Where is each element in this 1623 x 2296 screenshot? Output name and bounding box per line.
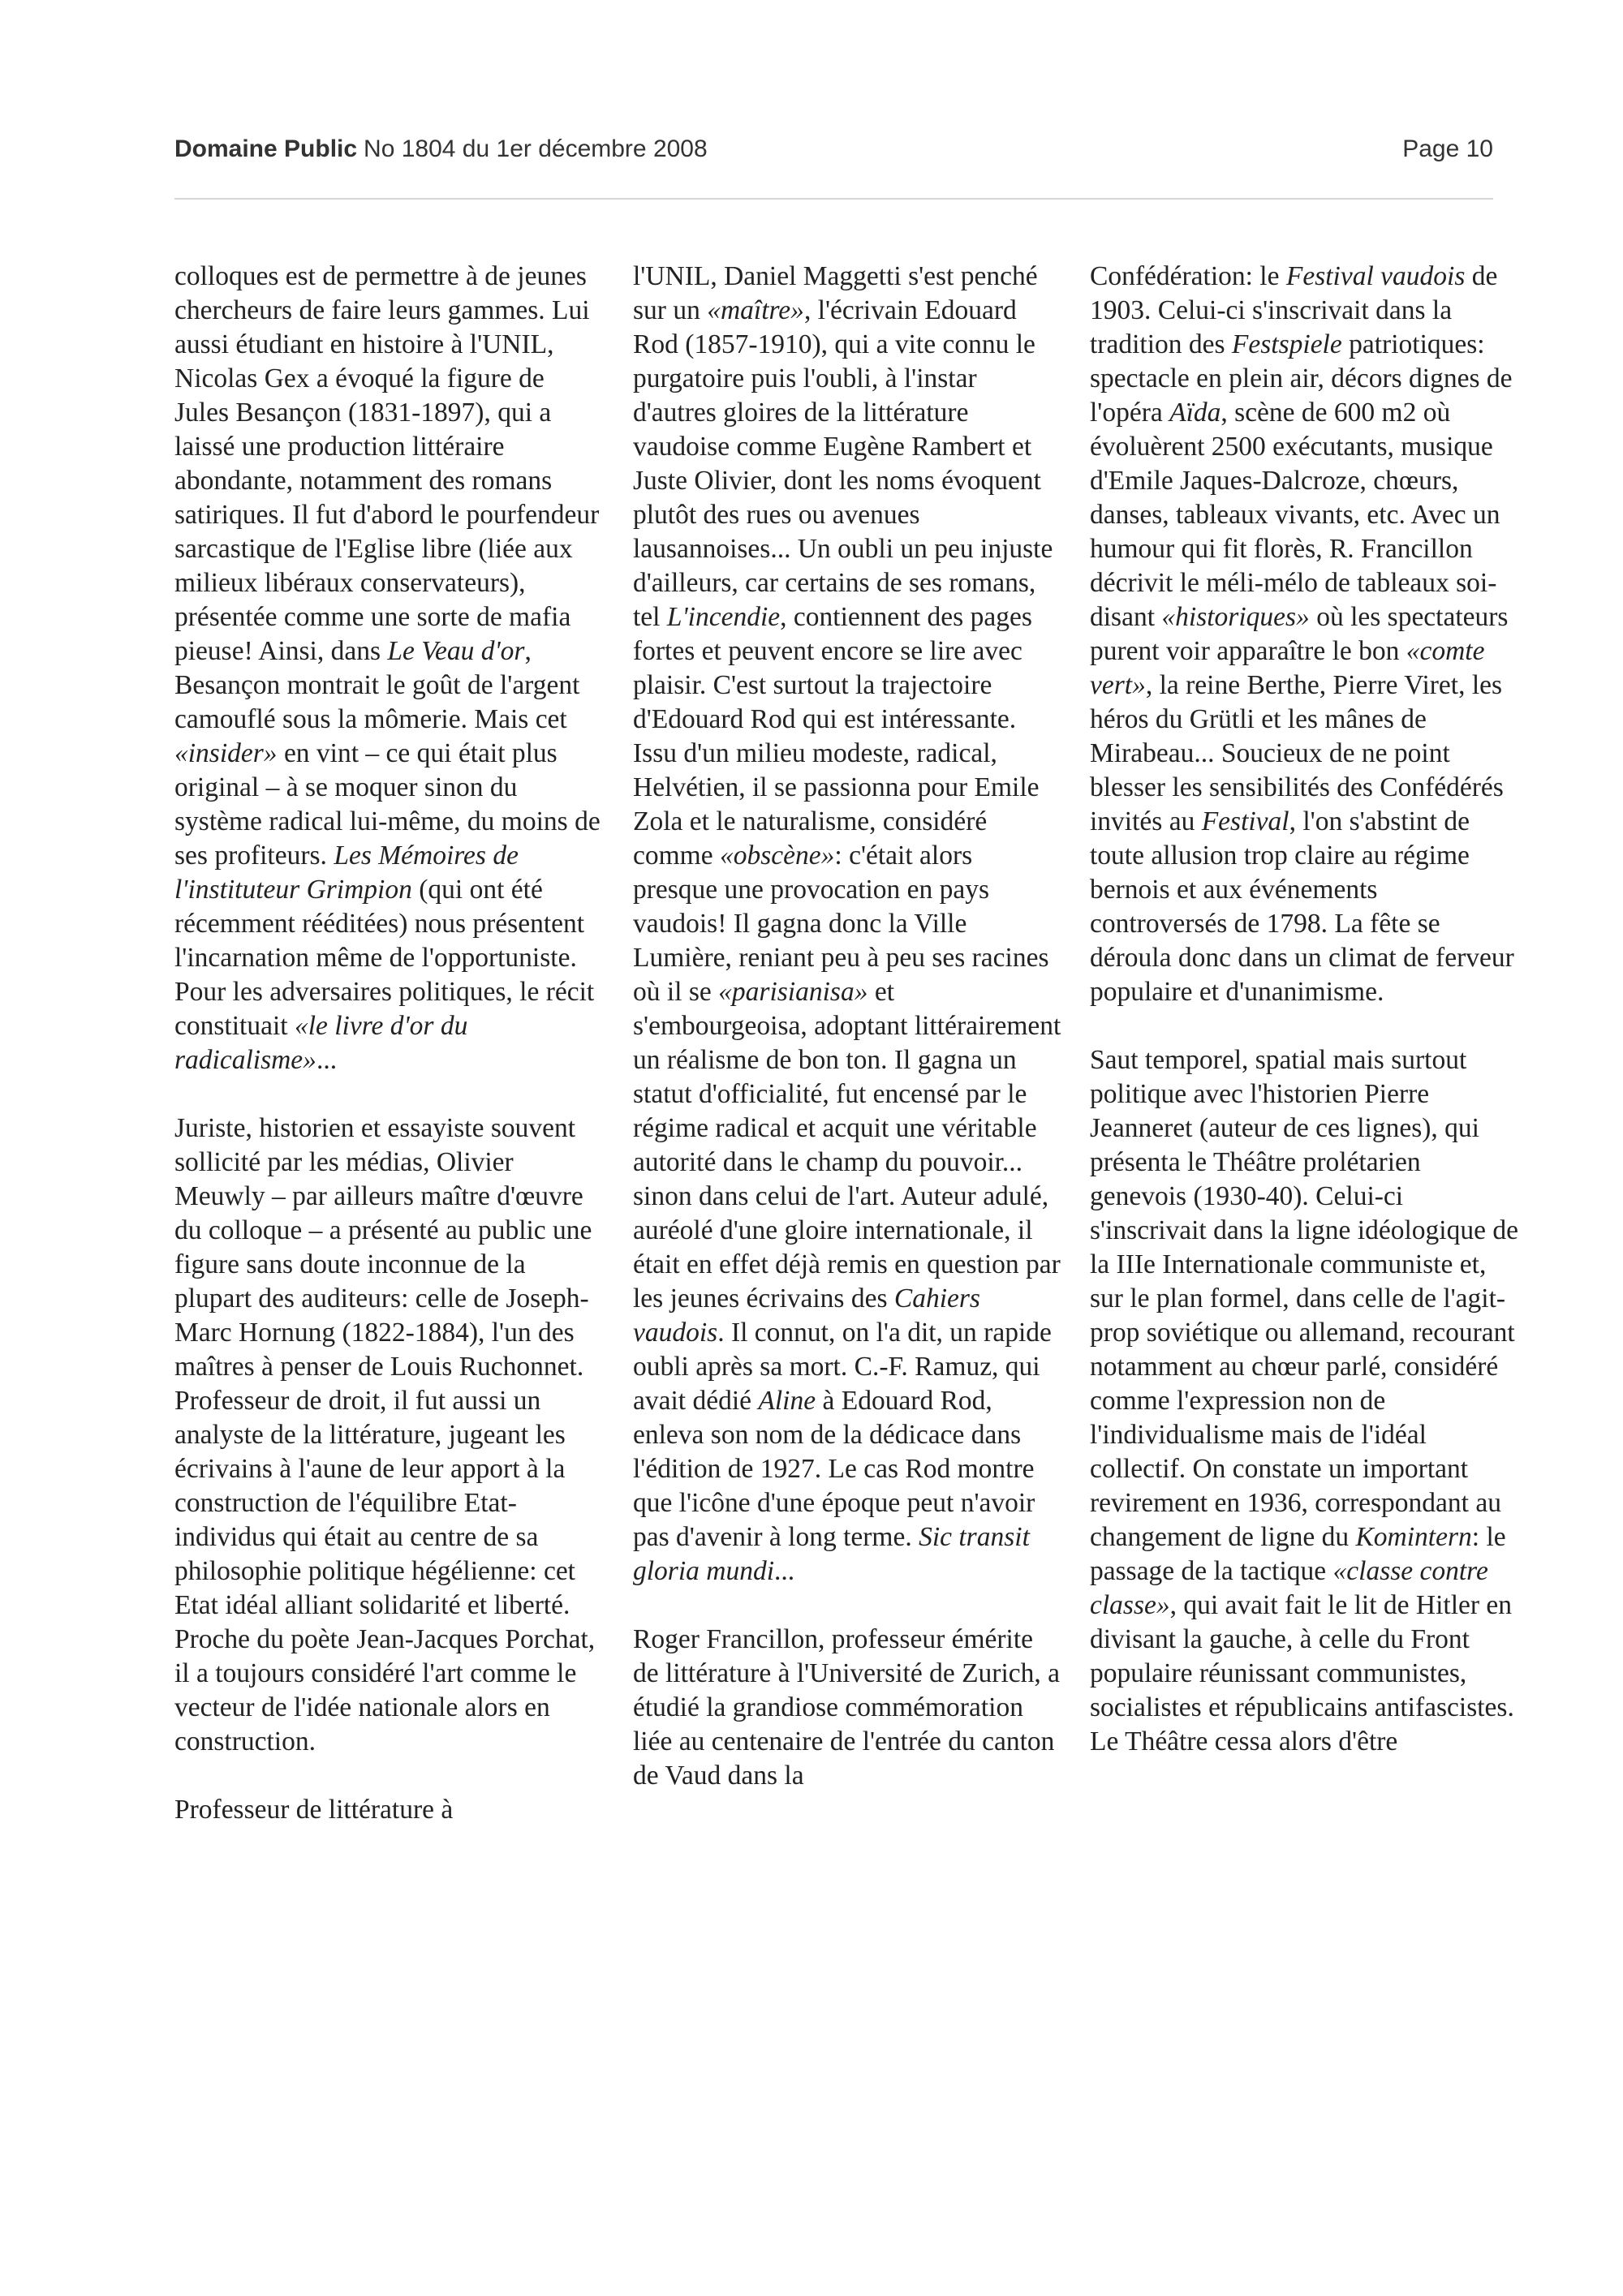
italic-text: Aline	[758, 1386, 816, 1416]
italic-text: Les Mémoires de l'instituteur Grimpion	[174, 841, 519, 905]
publication-title: Domaine Public	[174, 135, 358, 162]
italic-text: Festival	[1201, 806, 1289, 836]
italic-text: «obscène»	[719, 841, 835, 871]
text-run: l'UNIL, Daniel Maggetti s'est penché sur un	[633, 261, 1038, 325]
text-run: , l'écrivain Edouard Rod (1857-1910), qui a vite connu le purgatoire puis l'oubli, à l'instar d'autres gloires de la littérature vaudoise comme Eugène Rambert et Juste Olivier, dont les noms évoquent plutôt des rues ou avenues lausannoises... Un oubli un peu injuste d'ailleurs, car certains de ses romans, tel	[633, 295, 1053, 632]
italic-text: «parisianisa»	[718, 977, 868, 1007]
page-number: Page 10	[1402, 135, 1493, 162]
text-run: et s'embourgeoisa, adoptant littérairement un réalisme de bon ton. Il gagna un statut d'officialité, fut encensé par le régime radical et acquit une véritable autorité dans le champ du pouvoir... sinon dans celui de l'art. Auteur adulé, auréolé d'une gloire internationale, il était en effet déjà remis en question par les jeunes écrivains des	[633, 977, 1061, 1314]
paragraph	[633, 260, 1063, 1589]
text-run: , contiennent des pages fortes et peuvent encore se lire avec plaisir. C'est surtout la trajectoire d'Edouard Rod qui est intéressante. Issu d'un milieu modeste, radical, Helvétien, il se passionna pour Emile Zola et le naturalisme, considéré comme	[633, 602, 1040, 871]
italic-text: «classe contre classe»	[1090, 1556, 1488, 1620]
text-run: , la reine Berthe, Pierre Viret, les héros du Grütli et les mânes de Mirabeau... Soucieux de ne point blesser les sensibilités des Confédérés invités au	[1090, 670, 1504, 836]
text-run: Roger Francillon, professeur émérite de littérature à l'Université de Zurich, a étudié la grandiose commémoration liée au centenaire de l'entrée du canton de Vaud dans la	[633, 1624, 1060, 1791]
text-run: , qui avait fait le lit de Hitler en divisant la gauche, à celle du Front populaire réunissant communistes, socialistes et républicains antifascistes. Le Théâtre cessa alors d'être	[1090, 1590, 1514, 1756]
page-header	[174, 133, 1493, 166]
italic-text: «le livre d'or du radicalisme»	[174, 1011, 468, 1075]
text-run: colloques est de permettre à de jeunes chercheurs de faire leurs gammes. Lui aussi étudiant en histoire à l'UNIL, Nicolas Gex a évoqué la figure de Jules Besançon (1831-1897), qui a laissé une production littéraire abondante, notamment des romans satiriques. Il fut d'abord le pourfendeur sarcastique de l'Eglise libre (liée aux milieux libéraux conservateurs), présentée comme une sorte de mafia pieuse! Ainsi, dans	[174, 261, 600, 666]
italic-text: «maître»	[707, 295, 804, 325]
text-run: : le passage de la tactique	[1090, 1522, 1506, 1586]
italic-text: «insider»	[174, 738, 278, 768]
text-run: Saut temporel, spatial mais surtout politique avec l'historien Pierre Jeanneret (auteur de ces lignes), qui présenta le Théâtre prolétarien genevois (1930-40). Celui-ci s'inscrivait dans la ligne idéologique de la IIIe Internationale communiste et, sur le plan formel, dans celle de l'agit-prop soviétique ou allemand, recourant notamment au chœur parlé, considéré comme l'expression non de l'individualisme mais de l'idéal collectif. On constate un important revirement en 1936, correspondant au changement de ligne du	[1090, 1045, 1518, 1552]
text-run: à Edouard Rod, enleva son nom de la dédicace dans l'édition de 1927. Le cas Rod montre que l'icône d'une époque peut n'avoir pas d'avenir à long terme.	[633, 1386, 1035, 1552]
italic-text: Festspiele	[1231, 329, 1342, 359]
article-column-1	[174, 260, 605, 1827]
italic-text: Cahiers vaudois	[633, 1283, 980, 1348]
paragraph	[1090, 260, 1520, 1009]
text-run: (qui ont été récemment rééditées) nous présentent l'incarnation même de l'opportuniste. Pour les adversaires politiques, le récit constituait	[174, 875, 595, 1041]
text-run: . Il connut, on l'a dit, un rapide oubli après sa mort. C.-F. Ramuz, qui avait dédié	[633, 1318, 1052, 1416]
text-run: , Besançon montrait le goût de l'argent camouflé sous la mômerie. Mais cet	[174, 636, 580, 734]
italic-text: «historiques»	[1161, 602, 1310, 632]
italic-text: Festival vaudois	[1285, 261, 1466, 291]
italic-text: Le Veau d'or	[387, 636, 525, 666]
text-run: patriotiques: spectacle en plein air, décors dignes de l'opéra	[1090, 329, 1513, 428]
text-run: , scène de 600 m2 où évoluèrent 2500 exécutants, musique d'Emile Jaques-Dalcroze, chœurs, danses, tableaux vivants, etc. Avec un humour qui fit florès, R. Francillon décrivit le méli-mélo de tableaux soi-disant	[1090, 398, 1500, 632]
paragraph	[174, 260, 605, 1077]
text-run: Professeur de littérature à	[174, 1795, 454, 1825]
text-run: : c'était alors presque une provocation en pays vaudois! Il gagna donc la Ville Lumière, reniant peu à peu ses racines où il se	[633, 841, 1049, 1007]
text-run: où les spectateurs purent voir apparaître le bon	[1090, 602, 1509, 666]
text-run: de 1903. Celui-ci s'inscrivait dans la tradition des	[1090, 261, 1498, 359]
paragraph	[174, 1111, 605, 1759]
italic-text: Aïda	[1169, 398, 1221, 428]
header-divider	[174, 198, 1493, 200]
text-run: en vint – ce qui était plus original – à se moquer sinon du système radical lui-même, du moins de ses profiteurs.	[174, 738, 601, 871]
paragraph	[1090, 1043, 1520, 1759]
italic-text: Komintern	[1355, 1522, 1472, 1552]
text-run: ...	[316, 1045, 338, 1075]
article-column-3	[1090, 260, 1520, 1759]
issue-info: No 1804 du 1er décembre 2008	[364, 135, 708, 162]
text-run: , l'on s'abstint de toute allusion trop claire au régime bernois et aux événements controversés de 1798. La fête se déroula donc dans un climat de ferveur populaire et d'unanimisme.	[1090, 806, 1514, 1007]
text-run: Confédération: le	[1090, 261, 1286, 291]
paragraph	[633, 1623, 1063, 1793]
italic-text: «comte vert»	[1090, 636, 1485, 700]
article-column-2	[633, 260, 1063, 1793]
text-run: ...	[774, 1556, 795, 1586]
italic-text: Sic transit gloria mundi	[633, 1522, 1030, 1586]
italic-text: L'incendie	[666, 602, 781, 632]
paragraph	[174, 1793, 605, 1827]
text-run: Juriste, historien et essayiste souvent sollicité par les médias, Olivier Meuwly – par ailleurs maître d'œuvre du colloque – a présenté au public une figure sans doute inconnue de la plupart des auditeurs: celle de Joseph-Marc Hornung (1822-1884), l'un des maîtres à penser de Louis Ruchonnet. Professeur de droit, il fut aussi un analyste de la littérature, jugeant les écrivains à l'aune de leur apport à la construction de l'équilibre Etat-individus qui était au centre de sa philosophie politique hégélienne: cet Etat idéal alliant solidarité et liberté. Proche du poète Jean-Jacques Porchat, il a toujours considéré l'art comme le vecteur de l'idée nationale alors en construction.	[174, 1113, 596, 1756]
